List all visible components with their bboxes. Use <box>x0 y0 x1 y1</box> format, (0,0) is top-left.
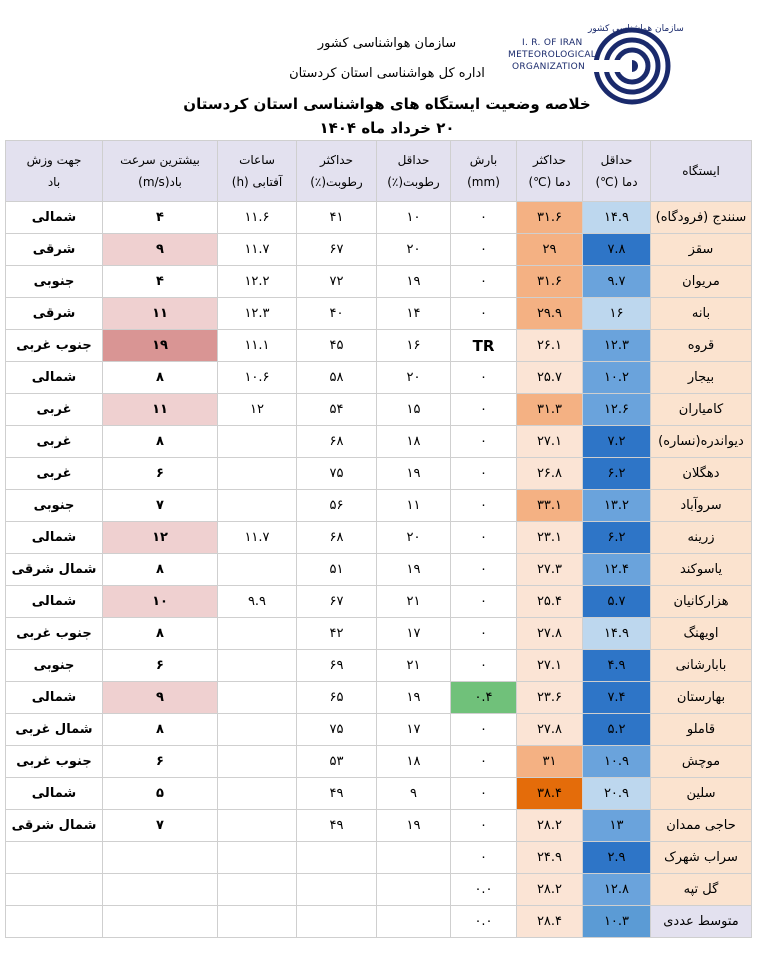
column-header-line-2: رطوبت(٪) <box>387 175 440 189</box>
table-row <box>6 682 752 714</box>
table-row <box>6 266 752 298</box>
table-row <box>6 618 752 650</box>
wind-direction-cell: جنوب غربی <box>6 746 103 778</box>
precip-cell: ۰ <box>451 778 517 810</box>
sunshine-cell: ۱۱.۷ <box>218 522 297 554</box>
wind-speed-cell: ۱۱ <box>103 298 218 330</box>
max-humidity-cell: ۵۳ <box>297 746 377 778</box>
wind-direction-cell: جنوبی <box>6 650 103 682</box>
column-header-min-humidity <box>377 141 451 202</box>
mean-wind-speed-cell <box>103 906 218 938</box>
wind-direction-cell: شمال شرقی <box>6 810 103 842</box>
table-row <box>6 490 752 522</box>
station-cell: بابارشانی <box>651 650 752 682</box>
wind-speed-cell: ۱۰ <box>103 586 218 618</box>
table-row <box>6 202 752 234</box>
precip-cell: ۰ <box>451 426 517 458</box>
min-humidity-cell: ۲۱ <box>377 586 451 618</box>
column-header-max-wind-speed <box>103 141 218 202</box>
min-temp-cell: ۷.۸ <box>583 234 651 266</box>
precip-cell: ۰ <box>451 298 517 330</box>
min-humidity-cell: ۲۰ <box>377 362 451 394</box>
min-humidity-cell: ۱۰ <box>377 202 451 234</box>
min-temp-cell: ۱۰.۹ <box>583 746 651 778</box>
column-header-line-2: دما (℃) <box>528 175 571 189</box>
wind-speed-cell: ۶ <box>103 458 218 490</box>
wind-direction-cell: شمال شرقی <box>6 554 103 586</box>
mean-max-humidity-cell <box>297 906 377 938</box>
sunshine-cell: ۱۲ <box>218 394 297 426</box>
min-temp-cell: ۱۲.۶ <box>583 394 651 426</box>
wind-speed-cell: ۶ <box>103 746 218 778</box>
column-header-line-1: بیشترین سرعت <box>120 153 200 167</box>
min-temp-cell: ۹.۷ <box>583 266 651 298</box>
min-temp-cell: ۷.۴ <box>583 682 651 714</box>
station-cell: بیجار <box>651 362 752 394</box>
station-cell: سقز <box>651 234 752 266</box>
min-temp-cell: ۱۴.۹ <box>583 202 651 234</box>
max-humidity-cell: ۴۵ <box>297 330 377 362</box>
precip-cell: ۰ <box>451 458 517 490</box>
column-header-wind-direction <box>6 141 103 202</box>
max-humidity-cell: ۵۴ <box>297 394 377 426</box>
min-temp-cell: ۱۲.۳ <box>583 330 651 362</box>
sunshine-cell <box>218 714 297 746</box>
table-row <box>6 298 752 330</box>
precip-cell: ۰ <box>451 266 517 298</box>
min-humidity-cell: ۱۷ <box>377 714 451 746</box>
wind-direction-cell: شمالی <box>6 778 103 810</box>
wind-speed-cell: ۶ <box>103 650 218 682</box>
table-row <box>6 426 752 458</box>
max-humidity-cell: ۶۷ <box>297 234 377 266</box>
station-cell: بهارستان <box>651 682 752 714</box>
sunshine-cell <box>218 618 297 650</box>
wind-speed-cell: ۱۱ <box>103 394 218 426</box>
max-temp-cell: ۲۷.۸ <box>517 618 583 650</box>
sunshine-cell <box>218 650 297 682</box>
sunshine-cell <box>218 778 297 810</box>
sunshine-cell: ۱۱.۷ <box>218 234 297 266</box>
column-header-line-1: جهت وزش <box>26 153 82 167</box>
precip-cell: ۰ <box>451 586 517 618</box>
sunshine-cell <box>218 842 297 874</box>
min-humidity-cell: ۱۵ <box>377 394 451 426</box>
station-cell: اویهنگ <box>651 618 752 650</box>
column-header-line-1: ساعات <box>239 153 275 167</box>
max-humidity-cell: ۴۱ <box>297 202 377 234</box>
wind-direction-cell: جنوب غربی <box>6 330 103 362</box>
station-summary-table <box>5 140 752 938</box>
wind-speed-cell: ۵ <box>103 778 218 810</box>
max-humidity-cell: ۶۵ <box>297 682 377 714</box>
min-temp-cell: ۱۴.۹ <box>583 618 651 650</box>
max-temp-cell: ۳۸.۴ <box>517 778 583 810</box>
sunshine-cell: ۹.۹ <box>218 586 297 618</box>
max-humidity-cell: ۵۶ <box>297 490 377 522</box>
wind-speed-cell: ۸ <box>103 714 218 746</box>
precip-cell: ۰ <box>451 714 517 746</box>
max-temp-cell: ۲۳.۶ <box>517 682 583 714</box>
wind-direction-cell: غربی <box>6 394 103 426</box>
column-header-max-humidity <box>297 141 377 202</box>
logo-english-line-1: I. R. OF IRAN <box>522 38 583 48</box>
station-cell: حاجی ممدان <box>651 810 752 842</box>
column-header-line-1: بارش <box>469 153 498 167</box>
min-humidity-cell <box>377 874 451 906</box>
table-row <box>6 586 752 618</box>
min-humidity-cell: ۱۹ <box>377 266 451 298</box>
max-humidity-cell: ۵۸ <box>297 362 377 394</box>
max-temp-cell: ۲۷.۱ <box>517 426 583 458</box>
max-temp-cell: ۳۱.۳ <box>517 394 583 426</box>
max-humidity-cell: ۴۰ <box>297 298 377 330</box>
station-cell: دهگلان <box>651 458 752 490</box>
mean-row <box>6 906 752 938</box>
wind-speed-cell: ۸ <box>103 362 218 394</box>
mean-station-cell: متوسط عددی <box>651 906 752 938</box>
table-row <box>6 522 752 554</box>
min-humidity-cell: ۱۹ <box>377 458 451 490</box>
station-cell: قروه <box>651 330 752 362</box>
document-header <box>0 0 774 140</box>
sunshine-cell <box>218 554 297 586</box>
column-header-line-1: ایستگاه <box>682 164 720 178</box>
sunshine-cell <box>218 746 297 778</box>
station-cell: سنندج (فرودگاه) <box>651 202 752 234</box>
wind-direction-cell: شمالی <box>6 362 103 394</box>
column-header-line-1: حداکثر <box>319 153 353 167</box>
station-cell: سروآباد <box>651 490 752 522</box>
max-temp-cell: ۲۷.۸ <box>517 714 583 746</box>
min-humidity-cell: ۱۴ <box>377 298 451 330</box>
sunshine-cell: ۱۲.۲ <box>218 266 297 298</box>
sunshine-cell <box>218 426 297 458</box>
wind-direction-cell: جنوبی <box>6 490 103 522</box>
station-cell: سراب شهرک <box>651 842 752 874</box>
max-humidity-cell: ۴۲ <box>297 618 377 650</box>
station-cell: کامیاران <box>651 394 752 426</box>
max-humidity-cell: ۴۹ <box>297 778 377 810</box>
wind-direction-cell: شمالی <box>6 202 103 234</box>
mean-min-temp-cell: ۱۰.۳ <box>583 906 651 938</box>
column-header-precipitation <box>451 141 517 202</box>
table-row <box>6 714 752 746</box>
logo-english-line-2: METEOROLOGICAL <box>508 50 597 60</box>
max-humidity-cell: ۷۵ <box>297 714 377 746</box>
wind-speed-cell: ۴ <box>103 202 218 234</box>
table-row <box>6 394 752 426</box>
office-name: اداره کل هواشناسی استان کردستان <box>289 66 485 81</box>
station-cell: قاملو <box>651 714 752 746</box>
table-row <box>6 778 752 810</box>
precip-cell: ۰ <box>451 394 517 426</box>
mean-sunshine-cell <box>218 906 297 938</box>
wind-direction-cell: شمالی <box>6 586 103 618</box>
precip-cell: ۰ <box>451 746 517 778</box>
column-header-line-1: حداقل <box>397 153 430 167</box>
min-temp-cell: ۱۳ <box>583 810 651 842</box>
wind-speed-cell: ۸ <box>103 426 218 458</box>
min-humidity-cell: ۲۰ <box>377 234 451 266</box>
logo-english-line-3: ORGANIZATION <box>512 62 586 72</box>
column-header-line-2: باد(m/s) <box>138 175 182 189</box>
table-row <box>6 458 752 490</box>
min-humidity-cell: ۱۱ <box>377 490 451 522</box>
table-row <box>6 234 752 266</box>
column-header-line-2: دما (℃) <box>595 175 638 189</box>
station-cell: یاسوکند <box>651 554 752 586</box>
wind-direction-cell <box>6 874 103 906</box>
sunshine-cell: ۱۰.۶ <box>218 362 297 394</box>
wind-speed-cell: ۷ <box>103 810 218 842</box>
min-humidity-cell: ۱۸ <box>377 426 451 458</box>
station-cell: سلین <box>651 778 752 810</box>
precip-cell: ۰ <box>451 554 517 586</box>
mean-precip-cell: ۰.۰ <box>451 906 517 938</box>
table-row <box>6 746 752 778</box>
table-row <box>6 330 752 362</box>
precip-cell: ۰ <box>451 362 517 394</box>
table-row <box>6 554 752 586</box>
max-humidity-cell: ۴۹ <box>297 810 377 842</box>
column-header-sunshine-hours <box>218 141 297 202</box>
table-row <box>6 842 752 874</box>
sunshine-cell <box>218 458 297 490</box>
max-temp-cell: ۲۹ <box>517 234 583 266</box>
wind-speed-cell <box>103 874 218 906</box>
max-humidity-cell: ۶۸ <box>297 426 377 458</box>
max-humidity-cell <box>297 842 377 874</box>
sunshine-cell <box>218 874 297 906</box>
sunshine-cell: ۱۱.۶ <box>218 202 297 234</box>
station-cell: هزارکانیان <box>651 586 752 618</box>
wind-direction-cell: شمالی <box>6 522 103 554</box>
max-temp-cell: ۲۸.۲ <box>517 810 583 842</box>
precip-cell: TR <box>451 330 517 362</box>
min-temp-cell: ۴.۹ <box>583 650 651 682</box>
max-temp-cell: ۲۵.۴ <box>517 586 583 618</box>
precip-cell: ۰ <box>451 618 517 650</box>
wind-direction-cell: غربی <box>6 458 103 490</box>
precip-cell: ۰.۴ <box>451 682 517 714</box>
column-header-line-2: باد <box>47 175 61 189</box>
min-temp-cell: ۵.۷ <box>583 586 651 618</box>
wind-speed-cell: ۴ <box>103 266 218 298</box>
column-header-line-1: حداقل <box>600 153 633 167</box>
organization-name: سازمان هواشناسی کشور <box>317 36 457 51</box>
max-humidity-cell: ۶۸ <box>297 522 377 554</box>
precip-cell: ۰ <box>451 202 517 234</box>
wind-direction-cell: شرقی <box>6 234 103 266</box>
min-temp-cell: ۶.۲ <box>583 522 651 554</box>
precip-cell: ۰.۰ <box>451 874 517 906</box>
min-humidity-cell: ۱۹ <box>377 554 451 586</box>
min-temp-cell: ۱۲.۴ <box>583 554 651 586</box>
max-temp-cell: ۲۶.۸ <box>517 458 583 490</box>
max-temp-cell: ۲۸.۲ <box>517 874 583 906</box>
max-humidity-cell: ۶۹ <box>297 650 377 682</box>
column-header-min-temp <box>583 141 651 202</box>
wind-speed-cell: ۷ <box>103 490 218 522</box>
max-temp-cell: ۲۶.۱ <box>517 330 583 362</box>
wind-direction-cell <box>6 842 103 874</box>
min-humidity-cell: ۱۷ <box>377 618 451 650</box>
wind-speed-cell: ۹ <box>103 682 218 714</box>
document-title: خلاصه وضعیت ایستگاه های هواشناسی استان کردستان <box>183 95 591 113</box>
min-humidity-cell: ۹ <box>377 778 451 810</box>
column-header-line-2: (mm) <box>467 175 500 189</box>
column-header-line-1: حداکثر <box>532 153 566 167</box>
max-temp-cell: ۲۴.۹ <box>517 842 583 874</box>
station-cell: موچش <box>651 746 752 778</box>
station-cell: دیواندره(نساره) <box>651 426 752 458</box>
wind-direction-cell: جنوبی <box>6 266 103 298</box>
min-temp-cell: ۱۳.۲ <box>583 490 651 522</box>
column-header-station <box>651 141 752 202</box>
min-humidity-cell: ۱۸ <box>377 746 451 778</box>
mean-wind-direction-cell <box>6 906 103 938</box>
wind-speed-cell <box>103 842 218 874</box>
column-header-line-2: آفتابی (h) <box>231 175 283 189</box>
wind-direction-cell: شمال غربی <box>6 714 103 746</box>
max-temp-cell: ۳۳.۱ <box>517 490 583 522</box>
station-cell: زرینه <box>651 522 752 554</box>
table-row <box>6 362 752 394</box>
min-humidity-cell <box>377 842 451 874</box>
min-temp-cell: ۲.۹ <box>583 842 651 874</box>
wind-speed-cell: ۱۲ <box>103 522 218 554</box>
precip-cell: ۰ <box>451 810 517 842</box>
sunshine-cell <box>218 810 297 842</box>
sunshine-cell <box>218 490 297 522</box>
min-temp-cell: ۱۶ <box>583 298 651 330</box>
table-row <box>6 874 752 906</box>
sunshine-cell: ۱۲.۳ <box>218 298 297 330</box>
max-temp-cell: ۳۱ <box>517 746 583 778</box>
wind-direction-cell: جنوب غربی <box>6 618 103 650</box>
mean-min-humidity-cell <box>377 906 451 938</box>
wind-speed-cell: ۱۹ <box>103 330 218 362</box>
min-temp-cell: ۷.۲ <box>583 426 651 458</box>
min-humidity-cell: ۱۹ <box>377 682 451 714</box>
sunshine-cell <box>218 682 297 714</box>
min-temp-cell: ۵.۲ <box>583 714 651 746</box>
max-temp-cell: ۳۱.۶ <box>517 266 583 298</box>
precip-cell: ۰ <box>451 842 517 874</box>
min-humidity-cell: ۲۱ <box>377 650 451 682</box>
wind-direction-cell: غربی <box>6 426 103 458</box>
min-temp-cell: ۱۲.۸ <box>583 874 651 906</box>
sunshine-cell: ۱۱.۱ <box>218 330 297 362</box>
min-humidity-cell: ۱۹ <box>377 810 451 842</box>
min-temp-cell: ۲۰.۹ <box>583 778 651 810</box>
meteorological-organization-logo <box>500 20 684 110</box>
precip-cell: ۰ <box>451 234 517 266</box>
max-temp-cell: ۲۹.۹ <box>517 298 583 330</box>
min-temp-cell: ۱۰.۲ <box>583 362 651 394</box>
max-temp-cell: ۲۷.۱ <box>517 650 583 682</box>
table-header-row <box>6 141 752 202</box>
min-temp-cell: ۶.۲ <box>583 458 651 490</box>
max-humidity-cell <box>297 874 377 906</box>
max-humidity-cell: ۷۵ <box>297 458 377 490</box>
max-temp-cell: ۲۳.۱ <box>517 522 583 554</box>
document-date: ۲۰ خرداد ماه ۱۴۰۴ <box>319 119 455 137</box>
max-humidity-cell: ۵۱ <box>297 554 377 586</box>
station-cell: گل تپه <box>651 874 752 906</box>
max-temp-cell: ۳۱.۶ <box>517 202 583 234</box>
min-humidity-cell: ۲۰ <box>377 522 451 554</box>
wind-direction-cell: شرقی <box>6 298 103 330</box>
table-row <box>6 650 752 682</box>
max-humidity-cell: ۷۲ <box>297 266 377 298</box>
mean-max-temp-cell: ۲۸.۴ <box>517 906 583 938</box>
precip-cell: ۰ <box>451 522 517 554</box>
spiral-logo-icon <box>592 26 672 106</box>
max-temp-cell: ۲۵.۷ <box>517 362 583 394</box>
max-humidity-cell: ۶۷ <box>297 586 377 618</box>
min-humidity-cell: ۱۶ <box>377 330 451 362</box>
wind-speed-cell: ۹ <box>103 234 218 266</box>
wind-speed-cell: ۸ <box>103 618 218 650</box>
wind-direction-cell: شمالی <box>6 682 103 714</box>
station-cell: بانه <box>651 298 752 330</box>
wind-speed-cell: ۸ <box>103 554 218 586</box>
station-cell: مریوان <box>651 266 752 298</box>
precip-cell: ۰ <box>451 650 517 682</box>
column-header-line-2: رطوبت(٪) <box>310 175 363 189</box>
logo-persian-text: سازمان هواشناسی کشور <box>588 24 684 34</box>
max-temp-cell: ۲۷.۳ <box>517 554 583 586</box>
table-body <box>6 202 752 938</box>
column-header-max-temp <box>517 141 583 202</box>
precip-cell: ۰ <box>451 490 517 522</box>
table-row <box>6 810 752 842</box>
